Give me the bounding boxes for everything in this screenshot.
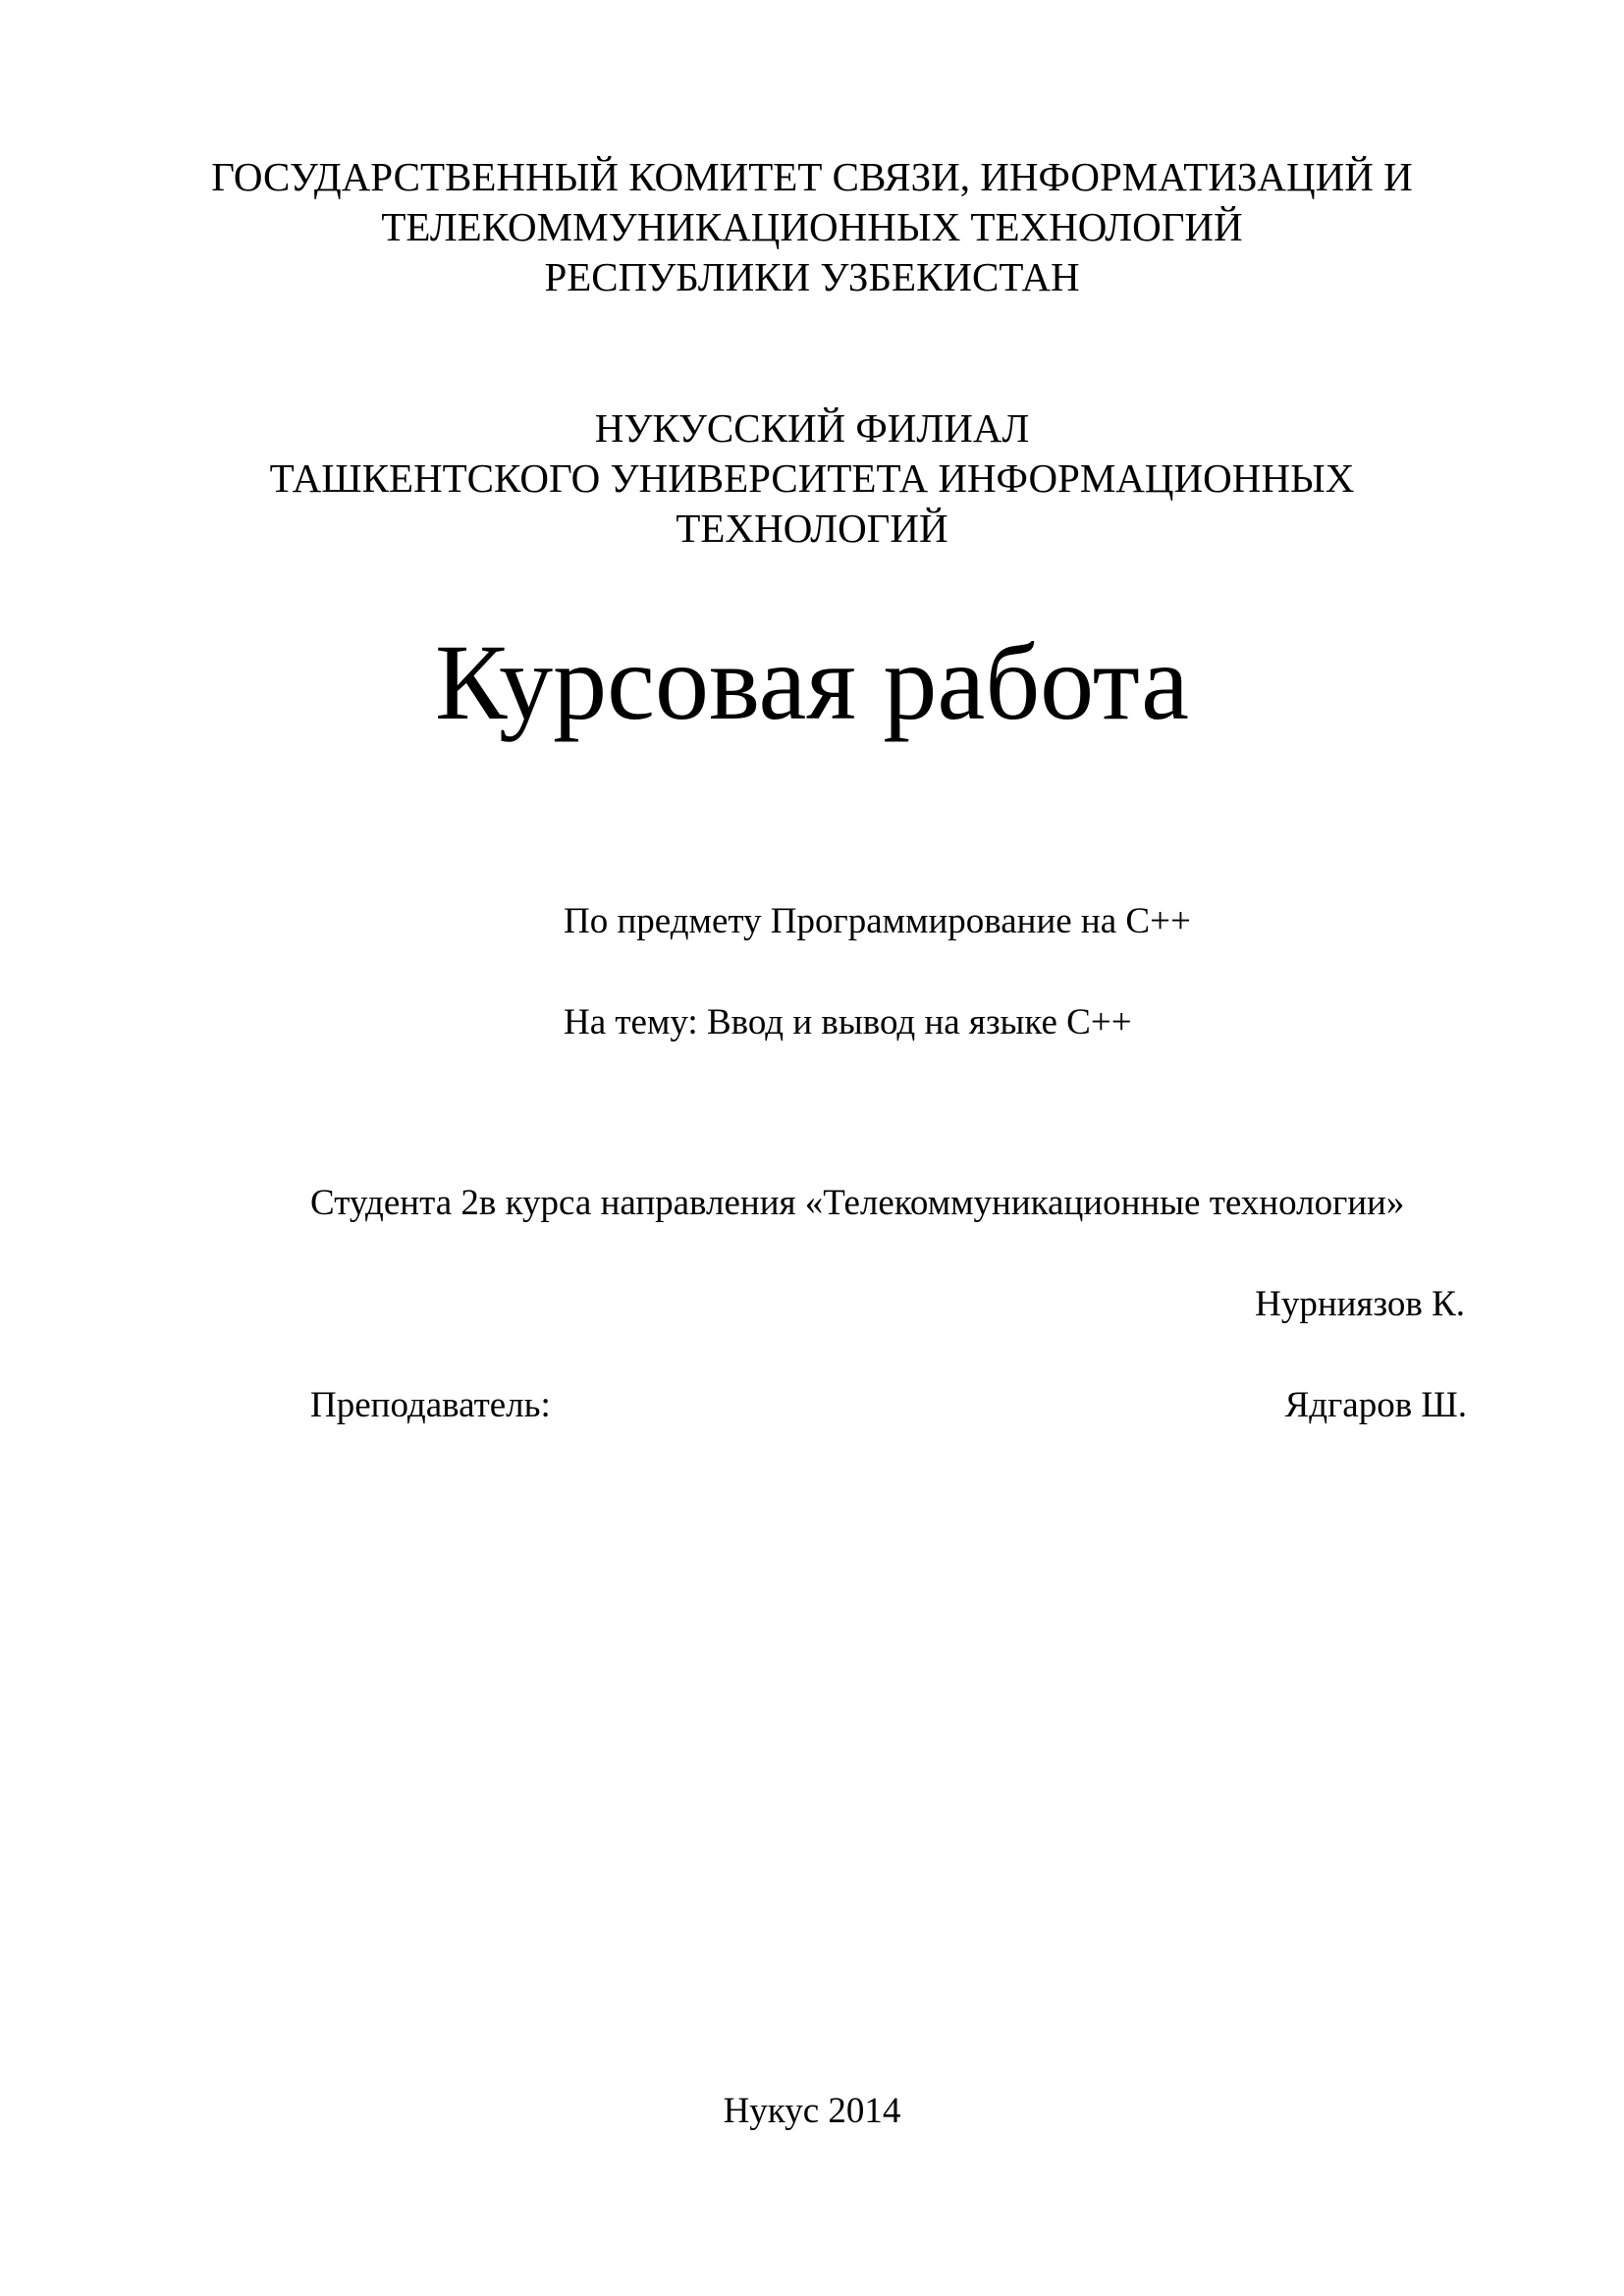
committee-line-3: РЕСПУБЛИКИ УЗБЕКИСТАН [544, 254, 1080, 299]
document-title: Курсовая работа [435, 622, 1189, 742]
committee-line-2: ТЕЛЕКОММУНИКАЦИОННЫХ ТЕХНОЛОГИЙ [381, 204, 1243, 249]
subject-line: По предмету Программирование на C++ [564, 901, 1191, 941]
topic-line: На тему: Ввод и вывод на языке C++ [564, 1002, 1132, 1042]
institution-line-2: ТАШКЕНТСКОГО УНИВЕРСИТЕТА ИНФОРМАЦИОННЫХ [269, 455, 1355, 501]
student-description: Студента 2в курса направления «Телекоммуникационные технологии» [310, 1183, 1405, 1223]
institution-line-1: НУКУССКИЙ ФИЛИАЛ [594, 405, 1030, 451]
student-name: Нурниязов К. [1255, 1284, 1465, 1324]
teacher-label: Преподаватель: [310, 1385, 551, 1425]
institution-line-3: ТЕХНОЛОГИЙ [676, 506, 948, 551]
committee-line-1: ГОСУДАРСТВЕННЫЙ КОМИТЕТ СВЯЗИ, ИНФОРМАТИЗАЦИЙ И [211, 154, 1413, 199]
footer-city-year: Нукус 2014 [723, 2091, 901, 2131]
teacher-name: Ядгаров Ш. [1284, 1385, 1467, 1425]
